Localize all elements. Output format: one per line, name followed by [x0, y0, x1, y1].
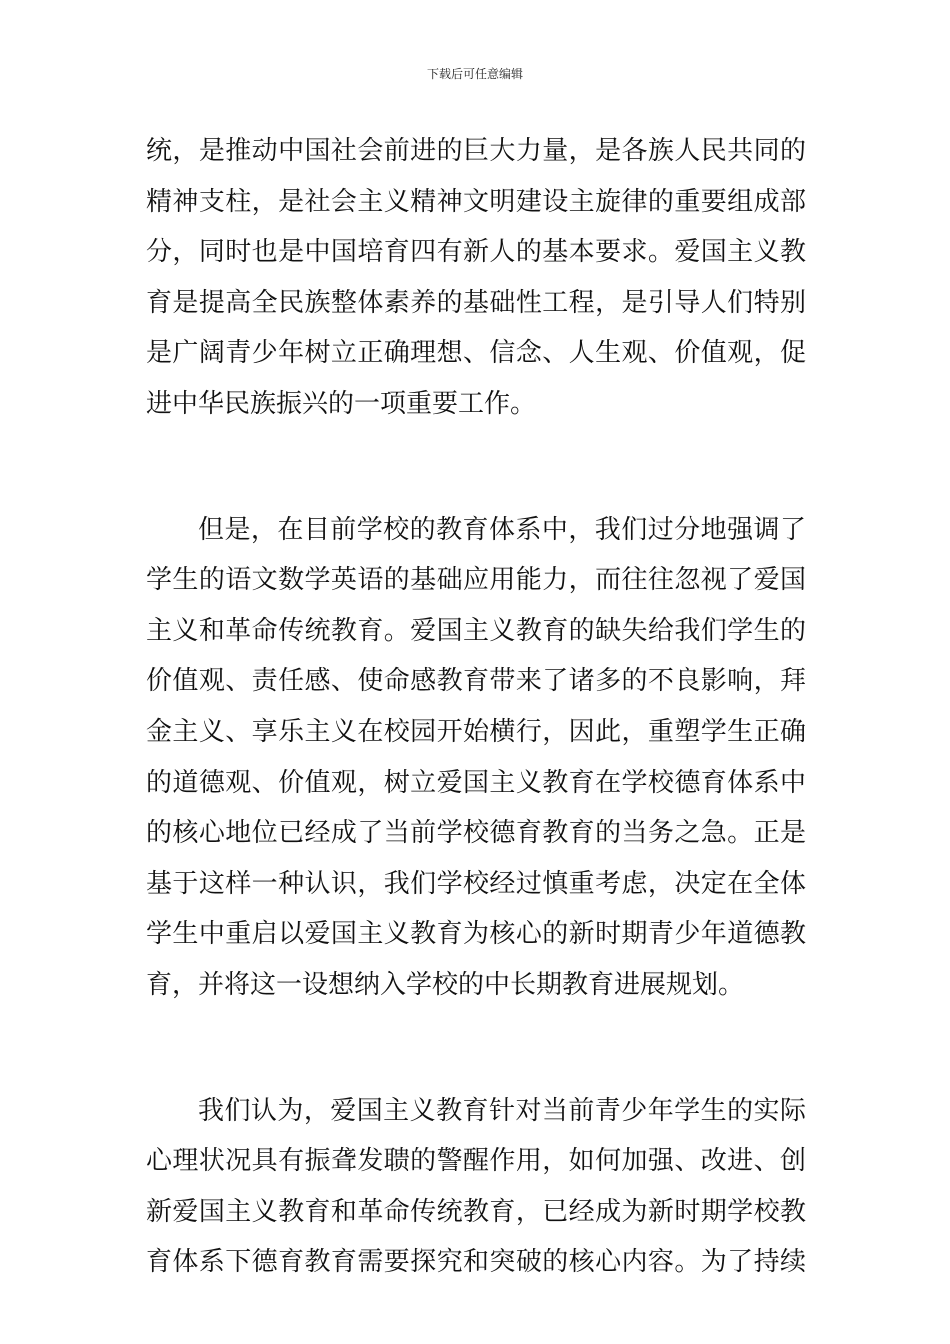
text-line: 分，同时也是中国培育四有新人的基本要求。爱国主义教 — [146, 237, 806, 268]
text-line: 的核心地位已经成了当前学校德育教育的当务之急。正是 — [146, 818, 806, 849]
page-header-note: 下载后可任意编辑 — [426, 67, 523, 81]
text-line: 学生的语文数学英语的基础应用能力，而往往忽视了爱国 — [146, 565, 806, 596]
text-line: 是广阔青少年树立正确理想、信念、人生观、价值观，促 — [146, 338, 806, 369]
text-line: 新爱国主义教育和革命传统教育，已经成为新时期学校教 — [146, 1196, 806, 1227]
document-body — [146, 126, 806, 1288]
paragraph-3 — [146, 1086, 806, 1288]
text-line: 统，是推动中国社会前进的巨大力量，是各族人民共同的 — [146, 136, 806, 166]
text-line: 主义和革命传统教育。爱国主义教育的缺失给我们学生的 — [146, 615, 806, 646]
paragraph-2 — [146, 505, 806, 1011]
text-line: 金主义、享乐主义在校园开始横行，因此，重塑学生正确 — [146, 716, 806, 747]
text-line: 育体系下德育教育需要探究和突破的核心内容。为了持续 — [146, 1247, 806, 1278]
text-line: 我们认为，爱国主义教育针对当前青少年学生的实际 — [198, 1095, 806, 1126]
text-line: 学生中重启以爱国主义教育为核心的新时期青少年道德教 — [146, 919, 806, 950]
text-line: 价值观、责任感、使命感教育带来了诸多的不良影响，拜 — [146, 666, 806, 697]
paragraph-spacer — [146, 1011, 806, 1086]
text-line: 育是提高全民族整体素养的基础性工程，是引导人们特别 — [146, 287, 806, 318]
text-line: 心理状况具有振聋发聩的警醒作用，如何加强、改进、创 — [146, 1146, 806, 1177]
paragraph-spacer — [146, 430, 806, 505]
text-line: 基于这样一种认识，我们学校经过慎重考虑，决定在全体 — [146, 868, 806, 899]
paragraph-1 — [146, 126, 806, 430]
text-line: 的道德观、价值观，树立爱国主义教育在学校德育体系中 — [146, 767, 806, 798]
text-line: 但是，在目前学校的教育体系中，我们过分地强调了 — [198, 514, 806, 545]
text-line: 精神支柱，是社会主义精神文明建设主旋律的重要组成部 — [146, 186, 806, 217]
text-line: 育，并将这一设想纳入学校的中长期教育进展规划。 — [146, 969, 745, 1000]
text-line: 进中华民族振兴的一项重要工作。 — [146, 388, 537, 419]
